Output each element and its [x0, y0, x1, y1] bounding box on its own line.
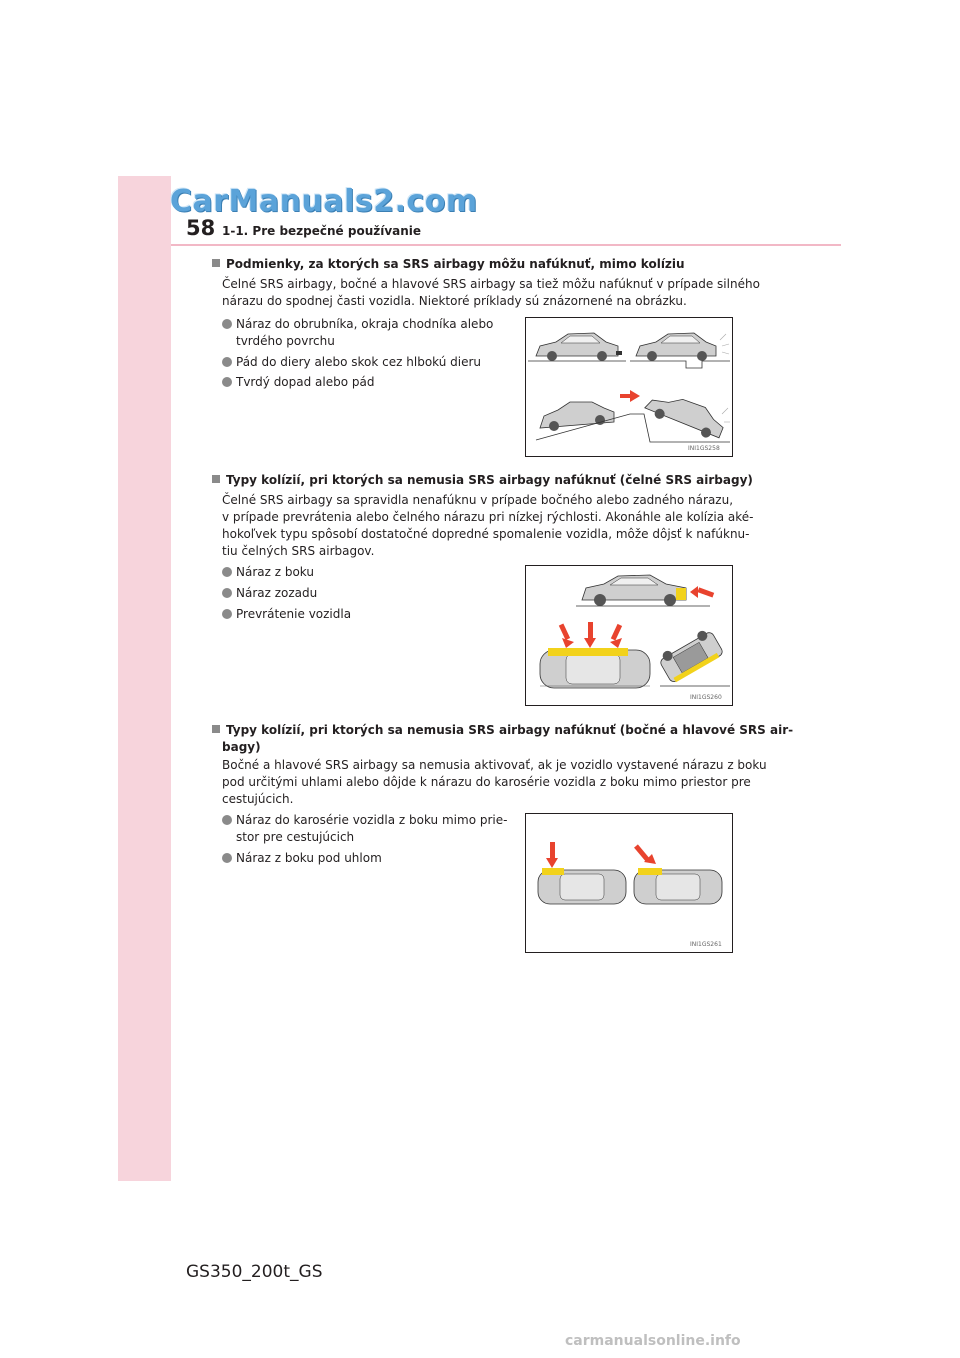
square-bullet-icon: [212, 475, 220, 483]
list-item: Náraz zozadu: [222, 585, 317, 602]
figure-id: INI1GS261: [690, 941, 722, 948]
section-paragraph-3: Bočné a hlavové SRS airbagy sa nemusia aktivovať, ak je vozidlo vystavené nárazu z boku pod určitými uhlami alebo dôjde k nárazu do karosérie vozidla z boku mimo priestor pre cestujúcich.: [222, 758, 767, 806]
bullet-dot-icon: [222, 609, 232, 619]
direction-arrow-icon: [634, 844, 656, 864]
figure-side-rear-rollover: [525, 565, 733, 706]
section-paragraph-2: Čelné SRS airbagy sa spravidla nenafúknu v prípade bočného alebo zadného nárazu, v prípade prevrátenia alebo čelného nárazu pri nízkej rýchlosti. Akonáhle ale kolízia aké- hokoľvek typu spôsobí dostatočné dopredné spomalenie vozidla, môže dôjsť k nafúknu- tiu čelných SRS airbagov.: [222, 493, 754, 558]
footer-model-code: GS350_200t_GS: [186, 1262, 323, 1282]
section-heading-3: Typy kolízií, pri ktorých sa nemusia SRS airbagy nafúknuť (bočné a hlavové SRS air- bagy): [212, 722, 793, 756]
bullet-dot-icon: [222, 853, 232, 863]
list-item: Náraz z boku: [222, 564, 314, 581]
section-paragraph-1: Čelné SRS airbagy, bočné a hlavové SRS airbagy sa tiež môžu nafúknuť v prípade silného nárazu do spodnej časti vozidla. Niektoré príklady sú znázornené na obrázku.: [222, 277, 760, 308]
figure-curb-impact: [525, 317, 733, 457]
list-item: Pád do diery alebo skok cez hlbokú dieru: [222, 354, 481, 371]
square-bullet-icon: [212, 259, 220, 267]
page-number: 58: [186, 216, 216, 240]
figure-id: INI1GS258: [688, 445, 720, 452]
figure-id: INI1GS260: [690, 694, 722, 701]
car-side-icon: [643, 387, 728, 443]
figure-side-angle-impact: [525, 813, 733, 953]
bullet-dot-icon: [222, 588, 232, 598]
car-rollover-icon: [657, 627, 725, 685]
bullet-dot-icon: [222, 377, 232, 387]
list-item: Náraz do obrubníka, okraja chodníka alebo tvrdého povrchu: [222, 316, 493, 350]
section-title: 1-1. Pre bezpečné používanie: [222, 224, 422, 238]
list-item: Náraz do karosérie vozidla z boku mimo prie- stor pre cestujúcich: [222, 812, 507, 846]
figure-side-angle-impact-drawing: [526, 814, 732, 952]
square-bullet-icon: [212, 725, 220, 733]
watermark-logo: CarManuals2.com: [170, 184, 478, 219]
direction-arrow-icon: [690, 586, 714, 598]
direction-arrow-icon: [559, 622, 622, 648]
bullet-dot-icon: [222, 815, 232, 825]
bullet-dot-icon: [222, 567, 232, 577]
car-side-icon: [528, 333, 626, 361]
car-top-view-icon: [634, 868, 722, 904]
direction-arrow-icon: [546, 842, 558, 868]
direction-arrow-icon: [620, 390, 640, 402]
figure-curb-impact-drawing: [526, 318, 732, 456]
figure-side-rear-rollover-drawing: [526, 566, 732, 705]
header-divider: [171, 244, 841, 246]
side-color-band: [118, 176, 171, 1181]
bullet-dot-icon: [222, 319, 232, 329]
section-heading-1: Podmienky, za ktorých sa SRS airbagy môžu nafúknuť, mimo kolíziu: [212, 256, 685, 273]
list-item: Prevrátenie vozidla: [222, 606, 351, 623]
car-top-view-icon: [538, 868, 626, 904]
car-side-icon: [630, 333, 730, 368]
section-heading-2: Typy kolízií, pri ktorých sa nemusia SRS airbagy nafúknuť (čelné SRS airbagy): [212, 472, 753, 489]
footer-watermark: carmanualsonline.info: [565, 1333, 741, 1349]
list-item: Náraz z boku pod uhlom: [222, 850, 382, 867]
car-top-view-icon: [540, 648, 650, 688]
list-item: Tvrdý dopad alebo pád: [222, 374, 374, 391]
car-side-icon: [576, 575, 710, 606]
bullet-dot-icon: [222, 357, 232, 367]
